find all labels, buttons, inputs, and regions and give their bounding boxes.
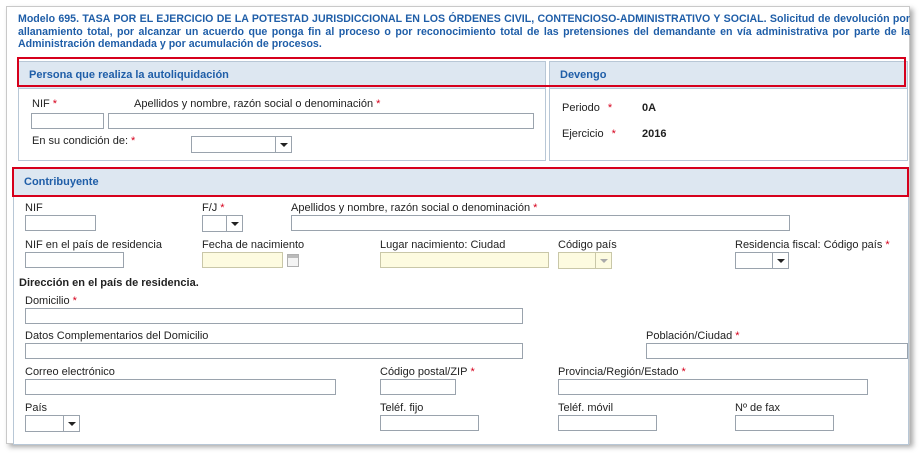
devengo-panel-title: Devengo bbox=[560, 69, 607, 81]
telefono-movil-label: Teléf. móvil bbox=[558, 402, 614, 414]
domicilio-label-text: Domicilio bbox=[25, 295, 70, 307]
datos-complementarios-input[interactable] bbox=[25, 343, 523, 359]
contrib-name-input[interactable] bbox=[291, 215, 790, 231]
form-title: Modelo 695. TASA POR EL EJERCICIO DE LA POTESTAD JURISDICCIONAL EN LOS ÓRDENES CIVIL, CONTENCIOSO-ADMINISTRATIVO Y SOCIAL. Solicitud de devolución por allanamiento total, por alcanzar un acuerdo que ponga fin al proceso o por reconocimiento total de las pretensiones del demandante en vía administrativa por parte de la Administración demandada y por acumulación de procesos. bbox=[18, 13, 910, 51]
chevron-down-icon[interactable] bbox=[275, 137, 291, 152]
persona-panel-title: Persona que realiza la autoliquidación bbox=[29, 69, 229, 81]
contrib-nif-input[interactable] bbox=[25, 215, 96, 231]
required-mark: * bbox=[735, 330, 740, 342]
codigo-postal-label bbox=[380, 366, 475, 378]
direccion-section-title: Dirección en el país de residencia. bbox=[19, 277, 199, 289]
contrib-nif-label: NIF bbox=[25, 202, 43, 214]
poblacion-label-text: Población/Ciudad bbox=[646, 330, 733, 342]
pais-select[interactable] bbox=[25, 415, 80, 432]
form-window bbox=[6, 6, 910, 444]
contrib-name-label-text: Apellidos y nombre, razón social o denominación bbox=[291, 202, 531, 214]
provincia-input[interactable] bbox=[558, 379, 868, 395]
fax-input[interactable] bbox=[735, 415, 834, 431]
codigo-postal-input[interactable] bbox=[380, 379, 456, 395]
ejercicio-label bbox=[562, 128, 616, 140]
required-mark: * bbox=[52, 98, 58, 110]
residencia-fiscal-label-text: Residencia fiscal: Código país bbox=[735, 239, 883, 251]
codigo-postal-label-text: Código postal/ZIP bbox=[380, 366, 468, 378]
domicilio-input[interactable] bbox=[25, 308, 523, 324]
periodo-value: 0A bbox=[642, 102, 657, 114]
persona-nif-label-text: NIF bbox=[32, 98, 50, 110]
lugar-nacimiento-input[interactable] bbox=[380, 252, 549, 268]
fax-label: Nº de fax bbox=[735, 402, 780, 414]
periodo-label-text: Periodo bbox=[562, 102, 600, 114]
required-mark: * bbox=[681, 366, 686, 378]
ejercicio-value: 2016 bbox=[642, 128, 667, 140]
fecha-nacimiento-input[interactable] bbox=[202, 252, 283, 268]
lugar-nacimiento-label: Lugar nacimiento: Ciudad bbox=[380, 239, 506, 251]
datos-complementarios-label: Datos Complementarios del Domicilio bbox=[25, 330, 209, 342]
correo-label: Correo electrónico bbox=[25, 366, 115, 378]
persona-nif-input[interactable] bbox=[31, 113, 104, 129]
required-mark: * bbox=[533, 202, 538, 214]
contrib-fj-label bbox=[202, 202, 225, 214]
telefono-fijo-label: Teléf. fijo bbox=[380, 402, 424, 414]
persona-condicion-label-text: En su condición de: bbox=[32, 135, 129, 147]
required-mark: * bbox=[131, 135, 136, 147]
chevron-down-icon[interactable] bbox=[63, 416, 79, 431]
required-mark: * bbox=[220, 202, 225, 214]
contrib-fj-label-text: F/J bbox=[202, 202, 218, 214]
correo-input[interactable] bbox=[25, 379, 336, 395]
chevron-down-icon[interactable] bbox=[226, 216, 242, 231]
persona-condicion-label bbox=[32, 135, 135, 147]
contribuyente-panel-title: Contribuyente bbox=[24, 176, 99, 188]
highlight-header-top bbox=[17, 57, 906, 87]
required-mark: * bbox=[885, 239, 890, 251]
telefono-movil-input[interactable] bbox=[558, 415, 657, 431]
poblacion-input[interactable] bbox=[646, 343, 908, 359]
poblacion-label bbox=[646, 330, 740, 342]
residencia-fiscal-label bbox=[735, 239, 890, 251]
required-mark: * bbox=[611, 128, 616, 140]
contrib-name-label bbox=[291, 202, 537, 214]
pais-label: País bbox=[25, 402, 48, 414]
telefono-fijo-input[interactable] bbox=[380, 415, 479, 431]
nif-pais-label: NIF en el país de residencia bbox=[25, 239, 162, 251]
nif-pais-input[interactable] bbox=[25, 252, 124, 268]
periodo-label bbox=[562, 102, 612, 114]
contrib-fj-select[interactable] bbox=[202, 215, 243, 232]
provincia-label bbox=[558, 366, 686, 378]
residencia-fiscal-select[interactable] bbox=[735, 252, 789, 269]
chevron-down-icon[interactable] bbox=[595, 253, 611, 268]
persona-condicion-select[interactable] bbox=[191, 136, 292, 153]
domicilio-label bbox=[25, 295, 77, 307]
calendar-icon[interactable] bbox=[287, 254, 299, 267]
persona-name-label-text: Apellidos y nombre, razón social o denominación bbox=[134, 98, 374, 110]
provincia-label-text: Provincia/Región/Estado bbox=[558, 366, 679, 378]
highlight-header-contribuyente bbox=[12, 167, 909, 197]
codigo-pais-label: Código país bbox=[558, 239, 617, 251]
ejercicio-label-text: Ejercicio bbox=[562, 128, 604, 140]
chevron-down-icon[interactable] bbox=[772, 253, 788, 268]
persona-name-input[interactable] bbox=[108, 113, 534, 129]
codigo-pais-select[interactable] bbox=[558, 252, 612, 269]
required-mark: * bbox=[376, 98, 381, 110]
persona-nif-label bbox=[32, 98, 57, 110]
required-mark: * bbox=[470, 366, 475, 378]
fecha-nacimiento-label: Fecha de nacimiento bbox=[202, 239, 305, 251]
required-mark: * bbox=[607, 102, 613, 114]
required-mark: * bbox=[72, 295, 77, 307]
persona-name-label bbox=[134, 98, 380, 110]
